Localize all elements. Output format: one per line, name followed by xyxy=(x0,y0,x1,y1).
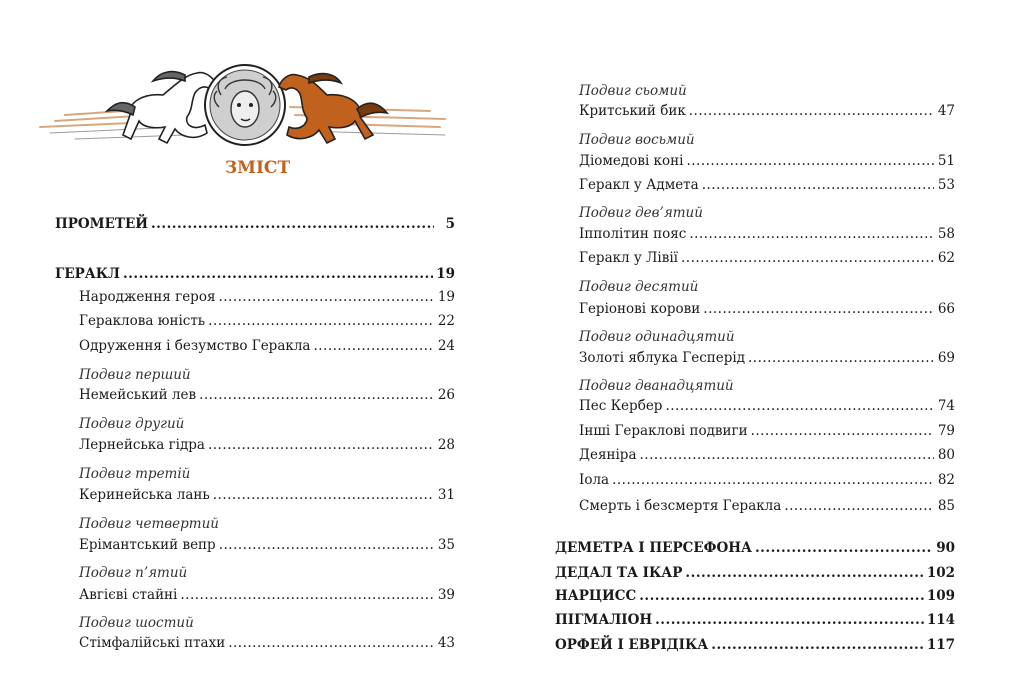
toc-entry-title: Критський бик xyxy=(579,103,686,119)
toc-page-number: 39 xyxy=(437,587,455,603)
dot-leader xyxy=(123,265,433,283)
toc-page-number: 66 xyxy=(937,301,955,317)
dot-leader xyxy=(151,215,434,233)
toc-page-number: 80 xyxy=(937,447,955,463)
toc-page-number: 117 xyxy=(926,637,955,653)
toc-entry-title: Керинейська лань xyxy=(79,487,210,503)
toc-page-number: 58 xyxy=(937,226,955,242)
toc-entry-row[interactable] xyxy=(579,102,955,120)
toc-chapter-row[interactable] xyxy=(555,539,955,557)
dot-leader xyxy=(681,249,934,267)
dot-leader xyxy=(751,422,934,440)
toc-entry-title: Іола xyxy=(579,472,610,488)
toc-entry-title: Деяніра xyxy=(579,447,637,463)
dot-leader xyxy=(208,436,434,454)
dot-leader xyxy=(748,349,934,367)
toc-entry-title: ПІГМАЛІОН xyxy=(555,612,653,628)
toc-page-number: 62 xyxy=(937,250,955,266)
white-horse-icon xyxy=(107,72,217,143)
toc-entry-title: Лернейська гідра xyxy=(79,437,205,453)
toc-entry-title: ДЕДАЛ ТА ІКАР xyxy=(555,565,683,581)
brown-horse-icon xyxy=(279,74,387,143)
toc-entry-row[interactable] xyxy=(79,312,455,330)
toc-page-number: 69 xyxy=(937,350,955,366)
dot-leader xyxy=(689,102,934,120)
toc-entry-row[interactable] xyxy=(579,349,955,367)
dot-leader xyxy=(199,386,434,404)
page-title: ЗМІСТ xyxy=(224,158,291,178)
toc-entry-row[interactable] xyxy=(79,586,455,604)
medallion-face-icon xyxy=(205,65,285,145)
dot-leader xyxy=(228,634,434,652)
toc-entry-title: Діомедові коні xyxy=(579,153,684,169)
toc-page-number: 19 xyxy=(437,289,455,305)
toc-entry-row[interactable] xyxy=(579,446,955,464)
dot-leader xyxy=(702,176,934,194)
toc-entry-title: Золоті яблука Гесперід xyxy=(579,350,746,366)
dot-leader xyxy=(219,536,434,554)
toc-entry-title: Одруження і безумство Геракла xyxy=(79,338,311,354)
toc-entry-title: Пес Кербер xyxy=(579,398,663,414)
toc-entry-row[interactable] xyxy=(79,634,455,652)
toc-chapter-row[interactable] xyxy=(55,265,455,283)
dot-leader xyxy=(180,586,434,604)
toc-page-number: 31 xyxy=(437,487,455,503)
toc-page-number: 28 xyxy=(437,437,455,453)
section-heading: Подвиг дванадцятий xyxy=(579,378,734,394)
toc-entry-title: ПРОМЕТЕЙ xyxy=(55,216,148,232)
dot-leader xyxy=(755,539,933,557)
dot-leader xyxy=(208,312,434,330)
dot-leader xyxy=(784,497,934,515)
toc-page-number: 114 xyxy=(926,612,955,628)
toc-entry-title: Немейський лев xyxy=(79,387,197,403)
toc-entry-title: Народження героя xyxy=(79,289,216,305)
dot-leader xyxy=(686,152,934,170)
toc-entry-title: ГЕРАКЛ xyxy=(55,266,120,282)
toc-entry-row[interactable] xyxy=(79,337,455,355)
toc-entry-title: НАРЦИСС xyxy=(555,588,637,604)
horses-medallion-ornament-icon xyxy=(35,55,455,155)
toc-page-number: 109 xyxy=(926,588,955,604)
dot-leader xyxy=(711,636,924,654)
toc-entry-title: ДЕМЕТРА І ПЕРСЕФОНА xyxy=(555,540,752,556)
toc-entry-title: Стімфалійські птахи xyxy=(79,635,226,651)
toc-entry-title: Авгієві стайні xyxy=(79,587,178,603)
toc-page-number: 82 xyxy=(937,472,955,488)
toc-page-number: 90 xyxy=(936,540,955,556)
toc-entry-row[interactable] xyxy=(79,386,455,404)
toc-chapter-row[interactable] xyxy=(55,215,455,233)
toc-page-number: 85 xyxy=(937,498,955,514)
toc-page-number: 79 xyxy=(937,423,955,439)
dot-leader xyxy=(213,486,434,504)
dot-leader xyxy=(685,564,923,582)
dot-leader xyxy=(640,446,935,464)
toc-page-number: 53 xyxy=(937,177,955,193)
toc-page-number: 22 xyxy=(437,313,455,329)
section-heading: Подвиг четвертий xyxy=(79,516,219,532)
toc-page-number: 74 xyxy=(937,398,955,414)
section-heading: Подвиг одинадцятий xyxy=(579,329,735,345)
toc-chapter-row[interactable] xyxy=(555,611,955,629)
toc-entry-row[interactable] xyxy=(579,176,955,194)
section-heading: Подвиг дев’ятий xyxy=(579,205,703,221)
toc-entry-row[interactable] xyxy=(79,536,455,554)
toc-entry-row[interactable] xyxy=(579,300,955,318)
dot-leader xyxy=(665,397,934,415)
toc-entry-title: Смерть і безсмертя Геракла xyxy=(579,498,782,514)
toc-page-number: 102 xyxy=(926,565,955,581)
toc-page-number: 5 xyxy=(445,216,455,232)
toc-page-number: 43 xyxy=(437,635,455,651)
toc-entry-title: Іпполітин пояс xyxy=(579,226,687,242)
dot-leader xyxy=(313,337,434,355)
toc-entry-row[interactable] xyxy=(579,471,955,489)
toc-page-number: 26 xyxy=(437,387,455,403)
toc-entry-row[interactable] xyxy=(579,397,955,415)
dot-leader xyxy=(639,587,924,605)
section-heading: Подвиг восьмий xyxy=(579,132,695,148)
toc-entry-title: ОРФЕЙ І ЕВРІДІКА xyxy=(555,637,709,653)
toc-entry-row[interactable] xyxy=(579,249,955,267)
toc-chapter-row[interactable] xyxy=(555,587,955,605)
toc-entry-row[interactable] xyxy=(579,497,955,515)
section-heading: Подвиг десятий xyxy=(579,279,699,295)
toc-page-number: 47 xyxy=(937,103,955,119)
toc-page-number: 35 xyxy=(437,537,455,553)
toc-entry-row[interactable] xyxy=(579,152,955,170)
toc-entry-title: Ерімантський вепр xyxy=(79,537,216,553)
section-heading: Подвиг сьомий xyxy=(579,83,687,99)
section-heading: Подвиг другий xyxy=(79,416,185,432)
toc-entry-row[interactable] xyxy=(579,225,955,243)
dot-leader xyxy=(218,288,434,306)
dot-leader xyxy=(703,300,934,318)
section-heading: Подвиг третій xyxy=(79,466,191,482)
section-heading: Подвиг п’ятий xyxy=(79,565,188,581)
toc-entry-title: Геріонові корови xyxy=(579,301,701,317)
toc-entry-title: Геракл у Лівії xyxy=(579,250,678,266)
toc-page-number: 51 xyxy=(937,153,955,169)
toc-page-number: 24 xyxy=(437,338,455,354)
toc-page-number: 19 xyxy=(436,266,455,282)
toc-entry-title: Геракл у Адмета xyxy=(579,177,699,193)
toc-chapter-row[interactable] xyxy=(555,564,955,582)
dot-leader xyxy=(655,611,924,629)
section-heading: Подвиг шостий xyxy=(79,615,194,631)
toc-entry-title: Інші Гераклові подвиги xyxy=(579,423,748,439)
section-heading: Подвиг перший xyxy=(79,367,191,383)
toc-entry-title: Гераклова юність xyxy=(79,313,206,329)
dot-leader xyxy=(689,225,934,243)
toc-chapter-row[interactable] xyxy=(555,636,955,654)
toc-entry-row[interactable] xyxy=(79,486,455,504)
toc-entry-row[interactable] xyxy=(79,436,455,454)
toc-entry-row[interactable] xyxy=(579,422,955,440)
dot-leader xyxy=(612,471,934,489)
toc-entry-row[interactable] xyxy=(79,288,455,306)
